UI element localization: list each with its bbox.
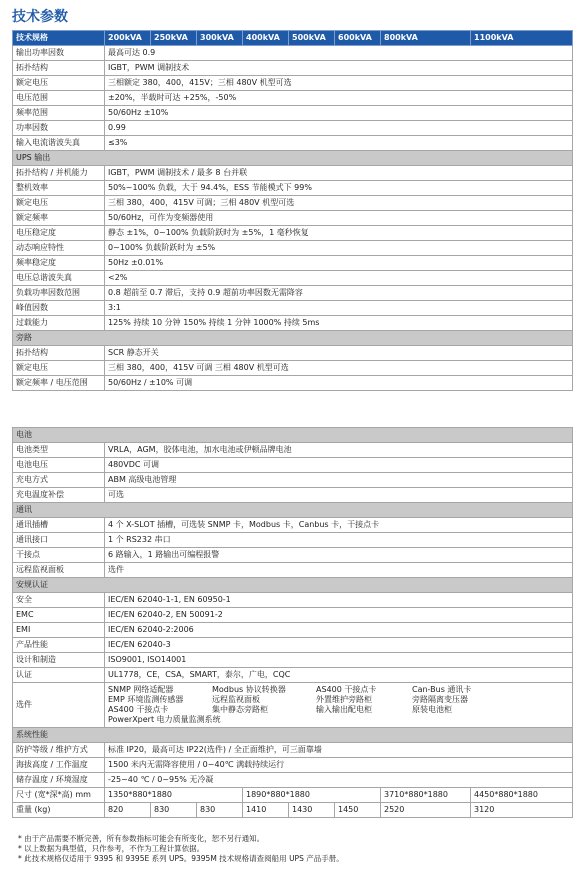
spec-label: 拓扑结构 / 并机能力	[13, 166, 105, 181]
spec-label: 防护等级 / 维护方式	[13, 743, 105, 758]
spec-row	[13, 301, 573, 316]
spec-value: 0~100% 负载阶跃时为 ±5%	[105, 241, 573, 256]
model-header: 500kVA	[289, 31, 335, 46]
spec-row	[13, 91, 573, 106]
spec-label: 拓扑结构	[13, 346, 105, 361]
spec-value: 选件	[105, 563, 573, 578]
spec-value: 1500 米内无需降容使用 / 0~40℃ 满载持续运行	[105, 758, 573, 773]
section-heading-row	[13, 151, 573, 166]
spec-label: 充电温度补偿	[13, 488, 105, 503]
spec-value: 可选	[105, 488, 573, 503]
spec-label: 重量 (kg)	[13, 803, 105, 818]
weight-value: 1410	[243, 803, 289, 818]
model-header: 250kVA	[151, 31, 197, 46]
spec-label: 电池电压	[13, 458, 105, 473]
model-header: 800kVA	[381, 31, 471, 46]
spec-label: 拓扑结构	[13, 61, 105, 76]
spec-value: IEC/EN 62040-1-1, EN 60950-1	[105, 593, 573, 608]
spec-label: 海拔高度 / 工作温度	[13, 758, 105, 773]
option-item: 远程监视面板	[212, 695, 260, 704]
spec-label: 电压范围	[13, 91, 105, 106]
spec-label: 产品性能	[13, 638, 105, 653]
spec-value: 50/60Hz ±10%	[105, 106, 573, 121]
spec-value: <2%	[105, 271, 573, 286]
spec-label: 额定频率	[13, 211, 105, 226]
section-heading-row	[13, 578, 573, 593]
options-row	[13, 683, 573, 728]
spec-label: 输出功率因数	[13, 46, 105, 61]
spec-row	[13, 376, 573, 391]
spec-label: 整机效率	[13, 181, 105, 196]
spec-value: UL1778，CE，CSA，SMART，泰尔，广电，CQC	[105, 668, 573, 683]
spec-value: 50/60Hz / ±10% 可调	[105, 376, 573, 391]
spec-label: 频率范围	[13, 106, 105, 121]
page-title: 技术参数	[12, 9, 68, 25]
spec-row	[13, 76, 573, 91]
spec-value: SCR 静态开关	[105, 346, 573, 361]
option-item: AS400 干接点卡	[316, 685, 377, 694]
option-item: 集中静态旁路柜	[212, 705, 268, 714]
spec-label: 额定电压	[13, 361, 105, 376]
spec-row	[13, 196, 573, 211]
spec-row	[13, 256, 573, 271]
spec-label: 额定频率 / 电压范围	[13, 376, 105, 391]
section-heading-row	[13, 503, 573, 518]
spec-value: ±20%，半载时可达 +25%，-50%	[105, 91, 573, 106]
spec-label: 选件	[13, 683, 105, 728]
model-header: 1100kVA	[471, 31, 573, 46]
spec-value: 3:1	[105, 301, 573, 316]
spec-value: 三相 380，400，415V 可调；三相 480V 机型可选	[105, 196, 573, 211]
spec-row	[13, 316, 573, 331]
spec-table-secondary	[12, 427, 573, 818]
spec-row	[13, 488, 573, 503]
spec-row	[13, 166, 573, 181]
spec-value: 50Hz ±0.01%	[105, 256, 573, 271]
spec-row	[13, 773, 573, 788]
spec-row	[13, 271, 573, 286]
spec-row	[13, 346, 573, 361]
spec-label: 电池类型	[13, 443, 105, 458]
spec-label: EMC	[13, 608, 105, 623]
spec-label: 功率因数	[13, 121, 105, 136]
option-item: 原装电池柜	[412, 705, 452, 714]
spec-label: 认证	[13, 668, 105, 683]
weight-value: 820	[105, 803, 151, 818]
spec-value: IGBT，PWM 调制技术 / 最多 8 台并联	[105, 166, 573, 181]
model-header: 200kVA	[105, 31, 151, 46]
spec-label: 峰值因数	[13, 301, 105, 316]
spec-header-row	[13, 31, 573, 46]
spec-value: 最高可达 0.9	[105, 46, 573, 61]
spec-row	[13, 226, 573, 241]
section-heading: 安规认证	[13, 578, 573, 593]
spec-value: 静态 ±1%，0~100% 负载阶跃时为 ±5%，1 毫秒恢复	[105, 226, 573, 241]
spec-label: 输入电流谐波失真	[13, 136, 105, 151]
spec-row	[13, 668, 573, 683]
option-item: SNMP 网络适配器	[108, 685, 174, 694]
spec-row	[13, 181, 573, 196]
spec-label: 额定电压	[13, 76, 105, 91]
spec-label: 动态响应特性	[13, 241, 105, 256]
spec-label: 通讯接口	[13, 533, 105, 548]
weight-row	[13, 803, 573, 818]
spec-row	[13, 241, 573, 256]
spec-value: ISO9001, ISO14001	[105, 653, 573, 668]
spec-label: 储存温度 / 环境湿度	[13, 773, 105, 788]
section-heading: 旁路	[13, 331, 573, 346]
option-item: PowerXpert 电力质量监测系统	[108, 715, 221, 724]
weight-value: 1450	[335, 803, 381, 818]
spec-value: 三相额定 380，400，415V；三相 480V 机型可选	[105, 76, 573, 91]
spec-row	[13, 758, 573, 773]
spec-value: 50/60Hz，可作为变频器使用	[105, 211, 573, 226]
dimension-value: 3710*880*1880	[381, 788, 471, 803]
weight-value: 830	[197, 803, 243, 818]
spec-value: 50%~100% 负载，大于 94.4%，ESS 节能模式下 99%	[105, 181, 573, 196]
spec-value: ABM 高级电池管理	[105, 473, 573, 488]
spec-value: 0.8 超前至 0.7 滞后，支持 0.9 超前功率因数无需降容	[105, 286, 573, 301]
model-header: 300kVA	[197, 31, 243, 46]
spec-row	[13, 61, 573, 76]
spec-row	[13, 106, 573, 121]
spec-row	[13, 286, 573, 301]
spec-row	[13, 548, 573, 563]
options-grid	[108, 685, 569, 715]
spec-value: 125% 持续 10 分钟 150% 持续 1 分钟 1000% 持续 5ms	[105, 316, 573, 331]
section-heading: 电池	[13, 428, 573, 443]
spec-row	[13, 443, 573, 458]
spec-table-main	[12, 30, 573, 391]
spec-value: ≤3%	[105, 136, 573, 151]
spec-value: IEC/EN 62040-2, EN 50091-2	[105, 608, 573, 623]
option-item: Can-Bus 通讯卡	[412, 685, 472, 694]
dimension-value: 4450*880*1880	[471, 788, 573, 803]
dimension-value: 1890*880*1880	[243, 788, 381, 803]
spec-row	[13, 136, 573, 151]
spec-row	[13, 638, 573, 653]
spec-label: 频率稳定度	[13, 256, 105, 271]
section-heading-row	[13, 331, 573, 346]
spec-value: IGBT，PWM 调制技术	[105, 61, 573, 76]
section-heading-row	[13, 428, 573, 443]
weight-value: 1430	[289, 803, 335, 818]
section-heading: 系统性能	[13, 728, 573, 743]
spec-row	[13, 653, 573, 668]
option-item: 旁路隔离变压器	[412, 695, 468, 704]
spec-value: IEC/EN 62040-3	[105, 638, 573, 653]
dimension-value: 1350*880*1880	[105, 788, 243, 803]
weight-value: 3120	[471, 803, 573, 818]
spec-label: 尺寸 (宽*深*高) mm	[13, 788, 105, 803]
option-item: 输入输出配电柜	[316, 705, 372, 714]
footnotes	[18, 834, 344, 864]
spec-row	[13, 518, 573, 533]
spec-header-label: 技术规格	[13, 31, 105, 46]
spec-value: IEC/EN 62040-2:2006	[105, 623, 573, 638]
option-item: EMP 环境监测传感器	[108, 695, 184, 704]
spec-value: 6 路输入，1 路输出可编程报警	[105, 548, 573, 563]
spec-label: 过载能力	[13, 316, 105, 331]
model-header: 400kVA	[243, 31, 289, 46]
model-header: 600kVA	[335, 31, 381, 46]
spec-value: 0.99	[105, 121, 573, 136]
spec-value: 4 个 X-SLOT 插槽，可选装 SNMP 卡，Modbus 卡，Canbus 卡，干接点卡	[105, 518, 573, 533]
spec-value: 1 个 RS232 串口	[105, 533, 573, 548]
spec-value: 三相 380，400，415V 可调 三相 480V 机型可选	[105, 361, 573, 376]
spec-label: 安全	[13, 593, 105, 608]
spec-label: 远程监视面板	[13, 563, 105, 578]
footnote: * 此技术规格仅适用于 9395 和 9395E 系列 UPS。9395M 技术规格请查阅船用 UPS 产品手册。	[18, 854, 344, 863]
spec-row	[13, 593, 573, 608]
spec-row	[13, 458, 573, 473]
spec-label: 额定电压	[13, 196, 105, 211]
spec-row	[13, 623, 573, 638]
spec-row	[13, 211, 573, 226]
weight-value: 830	[151, 803, 197, 818]
spec-label: 电压稳定度	[13, 226, 105, 241]
spec-row	[13, 473, 573, 488]
spec-label: 通讯插槽	[13, 518, 105, 533]
section-heading: UPS 输出	[13, 151, 573, 166]
section-heading-row	[13, 728, 573, 743]
spec-label: 充电方式	[13, 473, 105, 488]
spec-label: 负载功率因数范围	[13, 286, 105, 301]
spec-label: EMI	[13, 623, 105, 638]
footnote: * 由于产品需要不断完善，所有参数指标可能会有所变化，恕不另行通知。	[18, 834, 265, 843]
spec-label: 设计和制造	[13, 653, 105, 668]
spec-label: 电压总谐波失真	[13, 271, 105, 286]
options-list	[105, 683, 573, 728]
spec-value: -25~40 ℃ / 0~95% 无冷凝	[105, 773, 573, 788]
spec-value: 标准 IP20，最高可达 IP22(选件) / 全正面维护，可三面靠墙	[105, 743, 573, 758]
section-heading: 通讯	[13, 503, 573, 518]
weight-value: 2520	[381, 803, 471, 818]
spec-label: 干接点	[13, 548, 105, 563]
footnote: * 以上数据为典型值，只作参考，不作为工程计算依据。	[18, 844, 205, 853]
spec-row	[13, 533, 573, 548]
spec-value: 480VDC 可调	[105, 458, 573, 473]
spec-row	[13, 563, 573, 578]
spec-row	[13, 46, 573, 61]
spec-row	[13, 121, 573, 136]
spec-row	[13, 361, 573, 376]
option-item: 外置维护旁路柜	[316, 695, 372, 704]
spec-row	[13, 743, 573, 758]
dimensions-row	[13, 788, 573, 803]
option-item: AS400 干接点卡	[108, 705, 169, 714]
spec-value: VRLA，AGM，胶体电池，加水电池或伊顿品牌电池	[105, 443, 573, 458]
option-item: Modbus 协议转换器	[212, 685, 286, 694]
spec-row	[13, 608, 573, 623]
